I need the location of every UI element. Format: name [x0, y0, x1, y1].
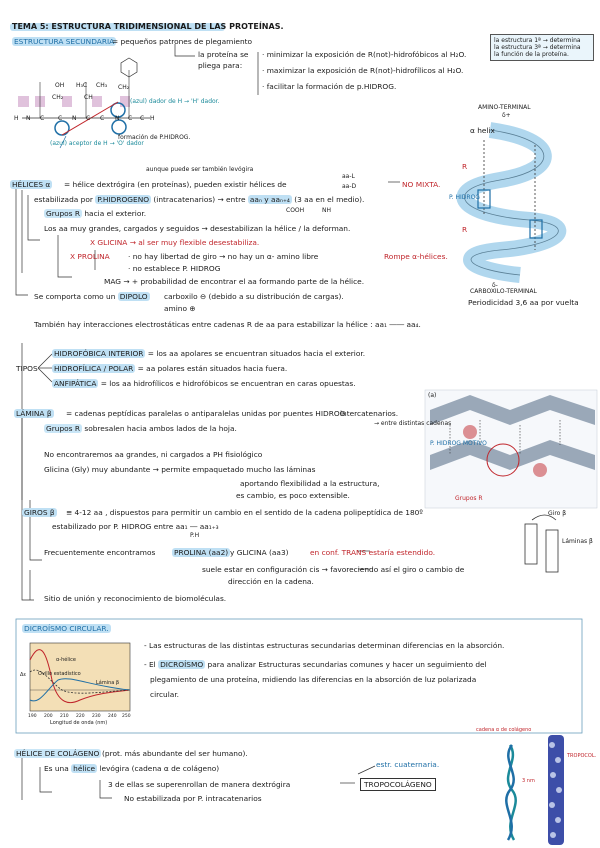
- collagen-fig-a: cadena α de colágeno: [476, 727, 532, 733]
- dicroismo-p3: plegamiento de una proteína, midiendo las diferencias en la absorción de luz polarizada: [150, 675, 477, 684]
- no-mixta: NO MIXTA.: [402, 180, 441, 189]
- chart-legend: Lámina β: [96, 680, 120, 686]
- backbone-atom: N: [26, 115, 31, 122]
- collagen-fig-b: TROPOCOL.: [567, 753, 597, 759]
- beta-fig-a: (a): [428, 392, 437, 399]
- helix-line1-a: estabilizada por: [34, 195, 93, 204]
- atom-label: CH: [84, 94, 93, 101]
- dicroismo-p4: circular.: [150, 690, 180, 699]
- lamina-aporta-1: aportando flexibilidad a la estructura,: [240, 479, 380, 488]
- dicroismo-heading: DICROÍSMO CIRCULAR.: [24, 624, 109, 633]
- helix-name: α helix: [470, 126, 495, 135]
- cooh-label: COOH: [286, 207, 305, 214]
- beta-turn-figure: [525, 515, 558, 572]
- dicroismo-p2-a: - El: [144, 660, 156, 669]
- atom-label: OH: [55, 82, 65, 89]
- dipolo-hl: DIPOLO: [119, 292, 148, 301]
- colageno-heading: HÉLICE DE COLÁGENO: [16, 749, 100, 758]
- helix-r-label: R: [462, 162, 468, 171]
- helix-bottom-charge: δ-: [492, 282, 498, 289]
- secondary-lead: la proteína se: [198, 50, 249, 59]
- colageno-helice: hélice: [73, 764, 96, 773]
- lamina-entre: → entre distintas cadenas: [374, 420, 452, 427]
- side-note-box: [490, 34, 594, 61]
- prolina-note-b: · no establece P. HIDROG: [128, 264, 221, 273]
- colageno-paren: (prot. más abundante del ser humano).: [102, 749, 248, 758]
- chart-tick: 200: [44, 714, 53, 719]
- dipolo-c: carboxilo ⊖ (debido a su distribución de cargas).: [164, 292, 344, 301]
- helix-line2: [44, 209, 146, 218]
- prolina-label: X PROLINA: [70, 252, 110, 261]
- secondary-structure-heading: ESTRUCTURA SECUNDARIA: [14, 37, 115, 46]
- atom-label: H₃C: [76, 82, 88, 89]
- mag-note: MAG → + probabilidad de encontrar el aa formando parte de la hélice.: [104, 277, 365, 286]
- dipolo-line: [34, 292, 150, 301]
- dicroismo-p2-b: para analizar Estructuras secundarias comunes y hacer un seguimiento del: [207, 660, 487, 669]
- lamina-heading: LÁMINA β: [16, 409, 52, 418]
- lamina-aporta-2: es cambio, es poco extensible.: [236, 491, 350, 500]
- giros-sitio: Sitio de unión y reconocimiento de biomoléculas.: [44, 594, 227, 603]
- secondary-structure-label: [12, 37, 116, 46]
- grupos-r: Grupos R: [46, 209, 80, 218]
- tipos-label: TIPOS: [16, 364, 38, 373]
- helix-line1: [34, 195, 364, 204]
- colageno-es-row: [44, 764, 219, 773]
- lamina-heading-row: [14, 409, 54, 418]
- dicroismo-p2-hl: DICROÍSMO: [160, 660, 204, 669]
- helix-bottom-label: CARBOXILO-TERMINAL: [470, 288, 537, 295]
- glicina-note: X GLICINA → al ser muy flexible desestabiliza.: [90, 238, 260, 247]
- beta-sheet-figure: [425, 390, 597, 508]
- giros-prolina: PROLINA (aa2): [174, 548, 229, 557]
- lamina-glicina: Glicina (Gly) muy abundante → permite empaquetado mucho las láminas: [44, 465, 316, 474]
- alpha-helix-figure: [464, 130, 558, 275]
- rompe-helices: Rompe α-hélices.: [384, 252, 448, 261]
- secondary-structure-definition: = pequeños patrones de plegamiento: [112, 37, 253, 46]
- helix-branch: aa-D: [342, 183, 357, 190]
- tipo-row: [52, 349, 365, 358]
- giros-prolina-row: [172, 548, 230, 557]
- purpose-item: · maximizar la exposición de R(not)-hidrofílicos al H₂O.: [262, 66, 464, 75]
- lamina-grupos-text: sobresalen hacia ambos lados de la hoja.: [84, 424, 237, 433]
- helix-hbond-label: P. HIDROG: [449, 194, 480, 201]
- backbone-atom: C: [58, 115, 63, 122]
- tipo-row: [52, 379, 356, 388]
- dicroismo-heading-row: [22, 624, 111, 633]
- atom-label: CH₂: [118, 84, 130, 91]
- chart-legend: α-hélice: [56, 657, 76, 663]
- prolina-note-a: · no hay libertad de giro → no hay un α- amino libre: [128, 252, 319, 261]
- side-note-line: la estructura 3ª → determina: [494, 44, 581, 51]
- beta-fig-hbond: P. HIDROG MOTIVO: [430, 440, 487, 447]
- lamina-no-encontr: No encontraremos aa grandes, ni cargados a PH fisiológico: [44, 450, 263, 459]
- purpose-item: · minimizar la exposición de R(not)-hidrofóbicos al H₂O.: [262, 50, 467, 59]
- chart-tick: 220: [76, 714, 85, 719]
- tipo-name: HIDROFÍLICA / POLAR: [54, 364, 134, 373]
- helix-top-charge: δ+: [502, 112, 511, 119]
- chart-tick: 230: [92, 714, 101, 719]
- chart-ylabel: Δε: [20, 672, 27, 678]
- helix-top-label: AMINO-TERMINAL: [478, 104, 531, 111]
- backbone-atom: C: [140, 115, 145, 122]
- giros-trans: en conf. TRANS estaría estendido.: [310, 548, 436, 557]
- backbone-atom: N: [72, 115, 77, 122]
- helix-branch: aa-L: [342, 173, 355, 180]
- giros-def: ≡ 4-12 aa , dispuestos para permitir un cambio en el sentido de la cadena polipeptídica de 180º: [66, 508, 423, 517]
- collagen-fig-c: 3 nm: [522, 778, 535, 784]
- collagen-figure: [506, 735, 564, 845]
- helix-alpha-definition: = hélice dextrógira (en proteínas), pueden existir hélices de: [64, 180, 287, 189]
- interacciones: También hay interacciones electrostáticas entre cadenas R de aa para estabilizar la hélice : aa₁ ―― aa₄.: [34, 320, 421, 329]
- bond-annotation: formación de P.HIDROG.: [118, 134, 191, 141]
- chart-xlabel: Longitud de onda (nm): [50, 720, 108, 726]
- backbone-atom: C: [86, 115, 91, 122]
- lamina-intercat: intercatenarios.: [340, 409, 399, 418]
- helix-line1-end: (3 aa en el medio).: [294, 195, 365, 204]
- atom-label: CH₃: [96, 82, 108, 89]
- secondary-lead-2: pliega para:: [198, 61, 243, 70]
- tipo-name: ANFIPÁTICA: [54, 379, 97, 388]
- giros-heading: GIROS β: [24, 508, 55, 517]
- backbone-atom: H: [150, 115, 155, 122]
- beta-fig-r: Grupos R: [455, 495, 483, 502]
- purpose-item: · facilitar la formación de p.HIDROG.: [262, 82, 397, 91]
- side-note-line: la función de la proteína.: [494, 51, 569, 58]
- lamina-def: = cadenas peptídicas paralelas o antiparalelas unidas por puentes HIDROG: [66, 409, 346, 418]
- backbone-atom: H: [14, 115, 19, 122]
- chart-tick: 210: [60, 714, 69, 719]
- nh-label: NH: [322, 207, 331, 214]
- backbone-atom: C: [100, 115, 105, 122]
- page-title: TEMA 5: ESTRUCTURA TRIDIMENSIONAL DE LAS PROTEÍNAS.: [12, 22, 284, 31]
- giros-suele: suele estar en configuración cis → favoreciendo así el giro o cambio de: [202, 565, 465, 574]
- acceptor-annotation: (azul) aceptor de H → 'O' dador: [50, 140, 144, 147]
- donor-annotation: (azul) dador de H → 'H' dador.: [130, 98, 220, 105]
- chart-tick: 190: [28, 714, 37, 719]
- colageno-no-estab: No estabilizada por P. intracatenarios: [124, 794, 262, 803]
- backbone-atom: C: [128, 115, 133, 122]
- helix-line1-hl: P.HIDROGENO: [97, 195, 150, 204]
- helix-r-label: R: [462, 225, 468, 234]
- dicroismo-p1: - Las estructuras de las distintas estructuras secundarias determinan diferencias en la absorción.: [144, 641, 505, 650]
- helix-line1-b: (intracatenarios) → entre: [153, 195, 246, 204]
- tipo-desc: = los aa hidrofílicos e hidrofóbicos se encuentran en caras opuestas.: [100, 379, 356, 388]
- estr-cuaternaria: estr. cuaternaria.: [376, 760, 440, 769]
- tipo-name: HIDROFÓBICA INTERIOR: [54, 349, 144, 358]
- chart-tick: 250: [122, 714, 131, 719]
- tipo-desc: = aa polares están situados hacia fuera.: [137, 364, 288, 373]
- colageno-es-b: levógira (cadena α de colágeno): [99, 764, 220, 773]
- lamina-fig-label: Láminas β: [562, 538, 593, 545]
- helix-note-top: aunque puede ser también levógira: [146, 166, 254, 173]
- backbone-atom: C: [40, 115, 45, 122]
- helix-caption: Periodicidad 3,6 aa por vuelta: [468, 298, 579, 307]
- giros-frec-b: y GLICINA (aa3): [230, 548, 289, 557]
- giros-heading-row: [22, 508, 57, 517]
- giro-fig-label: Giro β: [548, 510, 567, 517]
- tipo-row: [52, 364, 287, 373]
- giros-ph: P.H: [190, 532, 200, 539]
- helix-line1-aa: aaₙ y aaₙ₊₄: [249, 195, 290, 204]
- giros-suele-2: dirección en la cadena.: [228, 577, 314, 586]
- dipolo-a: Se comporta como un: [34, 292, 116, 301]
- colageno-es: Es una: [44, 764, 69, 773]
- helix-line2-text: hacia el exterior.: [84, 209, 147, 218]
- giros-estab: estabilizado por P. HIDROG entre aa₁ ― aa₁₊₃: [52, 522, 219, 531]
- backbone-atom: N: [115, 115, 120, 122]
- dipolo-d: amino ⊕: [164, 304, 196, 313]
- chart-tick: 240: [108, 714, 117, 719]
- atom-label: CH₂: [52, 94, 64, 101]
- chart-legend: Ovillo estadístico: [38, 671, 81, 677]
- helix-alpha-heading-row: [10, 180, 52, 189]
- tipos-arrows: [38, 354, 52, 382]
- colageno-tres: 3 de ellas se superenrollan de manera dextrógira: [108, 780, 291, 789]
- dicroismo-p2: [144, 660, 487, 669]
- tipo-desc: = los aa apolares se encuentran situados hacia el exterior.: [147, 349, 366, 358]
- helix-alpha-heading: HÉLICES α: [12, 180, 51, 189]
- tropocolageno-box: TROPOCOLÁGENO: [360, 778, 436, 791]
- helix-line3: Los aa muy grandes, cargados y seguidos → desestabilizan la hélice / la deforman.: [44, 224, 351, 233]
- giros-frec-a: Frecuentemente encontramos: [44, 548, 156, 557]
- lamina-grupos-row: [44, 424, 237, 433]
- lamina-grupos: Grupos R: [46, 424, 80, 433]
- colageno-heading-row: [14, 749, 101, 758]
- side-note-line: la estructura 1ª → determina: [494, 37, 581, 44]
